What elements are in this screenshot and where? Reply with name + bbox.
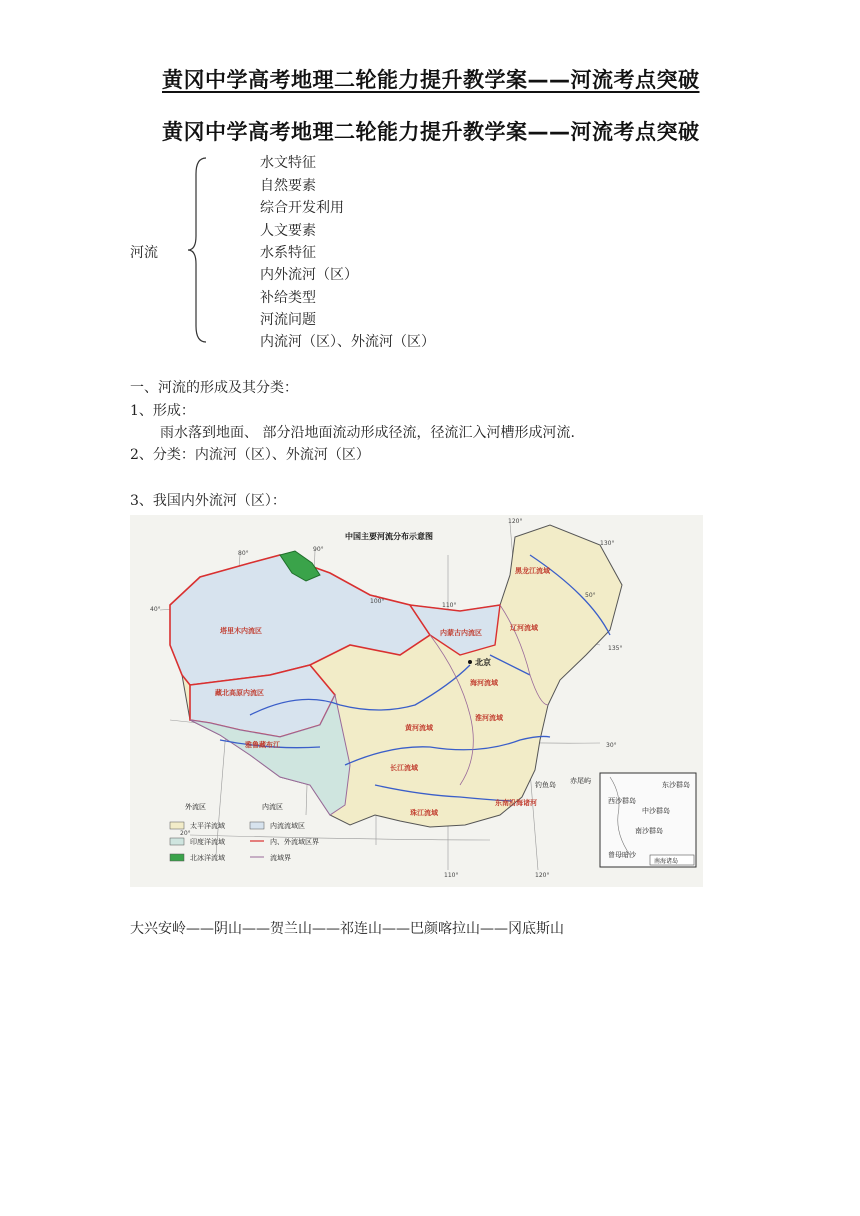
paragraph-text: 3、我国内外流河（区）：	[130, 493, 286, 509]
outline-item: 内外流河（区）	[260, 267, 358, 283]
section-heading: 一、河流的形成及其分类：	[130, 380, 298, 396]
label-heilongjiang: 黑龙江流域	[515, 567, 550, 575]
label-zengmu: 曾母暗沙	[608, 851, 636, 859]
svg-text:30°: 30°	[606, 742, 617, 749]
label-yarlung: 雅鲁藏布江	[245, 741, 280, 749]
label-yellow-river: 黄河流域	[405, 724, 433, 732]
legend-swatch-arctic	[170, 854, 184, 861]
label-inner-mongolia: 内蒙古内流区	[440, 629, 482, 637]
svg-text:130°: 130°	[600, 540, 615, 547]
beijing-marker	[468, 660, 472, 664]
label-haihe: 海河流域	[470, 679, 498, 687]
outline-item: 综合开发利用	[260, 200, 344, 216]
svg-text:40°: 40°	[150, 606, 161, 613]
svg-text:20°: 20°	[180, 830, 191, 837]
svg-text:流域界: 流域界	[270, 854, 291, 862]
label-chiwei: 赤尾屿	[570, 777, 591, 785]
label-zhongsha: 中沙群岛	[642, 807, 670, 815]
label-diaoyu: 钓鱼岛	[535, 781, 556, 789]
svg-text:内流流域区: 内流流域区	[270, 822, 305, 830]
outline-item: 河流问题	[260, 312, 316, 328]
legend-swatch-pacific	[170, 822, 184, 829]
label-pearl-river: 珠江流域	[410, 809, 438, 817]
legend-swatch-indian	[170, 838, 184, 845]
map-title: 中国主要河流分布示意图	[345, 532, 433, 541]
mountain-line: 大兴安岭——阴山——贺兰山——祁连山——巴颜喀拉山——冈底斯山	[130, 921, 564, 937]
document-title: 黄冈中学高考地理二轮能力提升教学案——河流考点突破	[162, 68, 700, 92]
svg-text:印度洋流域: 印度洋流域	[190, 838, 225, 846]
label-southeast-rivers: 东南沿海诸河	[495, 799, 537, 807]
label-tibet-plateau: 藏北高原内流区	[215, 689, 264, 697]
svg-text:110°: 110°	[442, 602, 457, 609]
label-nanhai: 南海诸岛	[654, 858, 679, 865]
svg-text:110°: 110°	[444, 872, 459, 879]
svg-text:100°: 100°	[370, 598, 385, 605]
label-beijing: 北京	[475, 658, 491, 667]
label-liaohe: 辽河流域	[510, 624, 538, 632]
svg-text:太平洋流域: 太平洋流域	[190, 822, 225, 830]
south-china-sea-inset	[600, 773, 696, 867]
legend-swatch-inland	[250, 822, 264, 829]
outline-item: 水系特征	[260, 245, 316, 261]
label-huaihe: 淮河流域	[475, 714, 503, 722]
svg-text:135°: 135°	[608, 645, 623, 652]
outline-item: 人文要素	[260, 223, 316, 239]
svg-text:90°: 90°	[313, 546, 324, 553]
outline-item: 补给类型	[260, 290, 316, 306]
outline-item: 内流河（区）、外流河（区）	[260, 334, 435, 350]
legend-outer-title: 外流区	[185, 803, 206, 811]
label-xisha: 西沙群岛	[608, 797, 636, 805]
outline-item: 水文特征	[260, 155, 316, 171]
svg-text:120°: 120°	[535, 872, 550, 879]
label-yangtze: 长江流域	[390, 764, 418, 772]
svg-text:80°: 80°	[238, 550, 249, 557]
outline-item: 自然要素	[260, 178, 316, 194]
svg-text:50°: 50°	[585, 592, 596, 599]
svg-text:北冰洋流域: 北冰洋流域	[190, 854, 225, 862]
legend-inner-title: 内流区	[262, 803, 283, 811]
svg-text:内、外流域区界: 内、外流域区界	[270, 838, 319, 846]
paragraph-label: 1、形成：	[130, 403, 195, 419]
china-river-map	[130, 515, 703, 887]
label-nansha: 南沙群岛	[635, 827, 663, 835]
label-tarim: 塔里木内流区	[220, 627, 262, 635]
paragraph-text: 2、分类：内流河（区）、外流河（区）	[130, 447, 370, 463]
paragraph-text: 雨水落到地面、 部分沿地面流动形成径流，径流汇入河槽形成河流.	[160, 425, 575, 441]
outline-root: 河流	[130, 245, 158, 261]
svg-text:120°: 120°	[508, 518, 523, 525]
label-dongsha: 东沙群岛	[662, 781, 690, 789]
document-subtitle: 黄冈中学高考地理二轮能力提升教学案——河流考点突破	[162, 120, 700, 144]
brace-icon	[186, 156, 210, 346]
